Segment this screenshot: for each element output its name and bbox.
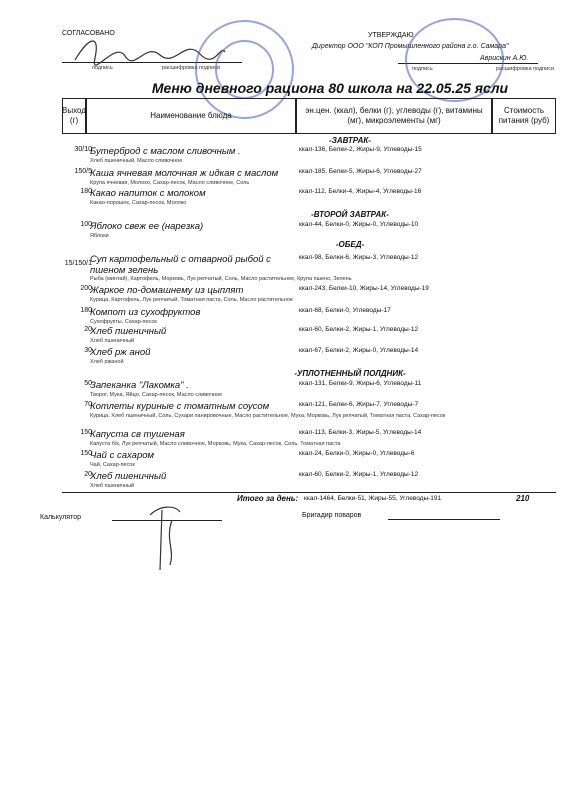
- director-sub-decode: расшифровка подписи: [496, 66, 555, 72]
- brigadier-signature-line: [388, 519, 500, 520]
- calculator-label: Калькулятор: [40, 514, 81, 521]
- calculator-signature: [140, 490, 200, 580]
- approved-sub-decode: расшифровка подписи: [162, 65, 221, 71]
- col-yield-header: Выход (г): [62, 98, 86, 134]
- approve-label: УТВЕРЖДАЮ: [368, 32, 414, 39]
- total-nutrition: ккал-1464, Белки-51, Жиры-55, Углеводы-191: [304, 495, 442, 502]
- brigadier-label: Бригадир поваров: [302, 512, 362, 519]
- director-name: Аврискин А.Ю.: [480, 55, 529, 62]
- director-position: Директор ООО "КОП Промышленного района г.о. Самара": [312, 43, 509, 50]
- total-label: Итого за день:: [237, 494, 299, 503]
- total-divider: [62, 492, 556, 493]
- approved-sub-signature: подпись: [92, 65, 113, 71]
- approved-label: СОГЛАСОВАНО: [62, 30, 115, 37]
- col-cost-header: Стоимость питания (руб): [492, 98, 556, 134]
- total-cost: 210: [516, 494, 530, 503]
- section-snack: -УПЛОТНЕННЫЙ ПОЛДНИК-: [294, 369, 406, 378]
- col-name-header: Наименование блюда: [86, 98, 296, 134]
- section-breakfast: -ЗАВТРАК-: [329, 136, 371, 145]
- col-nutrition-header: эн.цен. (ккал), белки (г), углеводы (г), витамины (мг), микроэлементы (мг): [296, 98, 492, 134]
- page-title: Меню дневного рациона 80 школа на 22.05.25 ясли: [151, 80, 509, 96]
- section-lunch: -ОБЕД-: [335, 240, 365, 249]
- director-sub-signature: подпись: [412, 66, 433, 72]
- section-second-breakfast: -ВТОРОЙ ЗАВТРАК-: [311, 210, 389, 219]
